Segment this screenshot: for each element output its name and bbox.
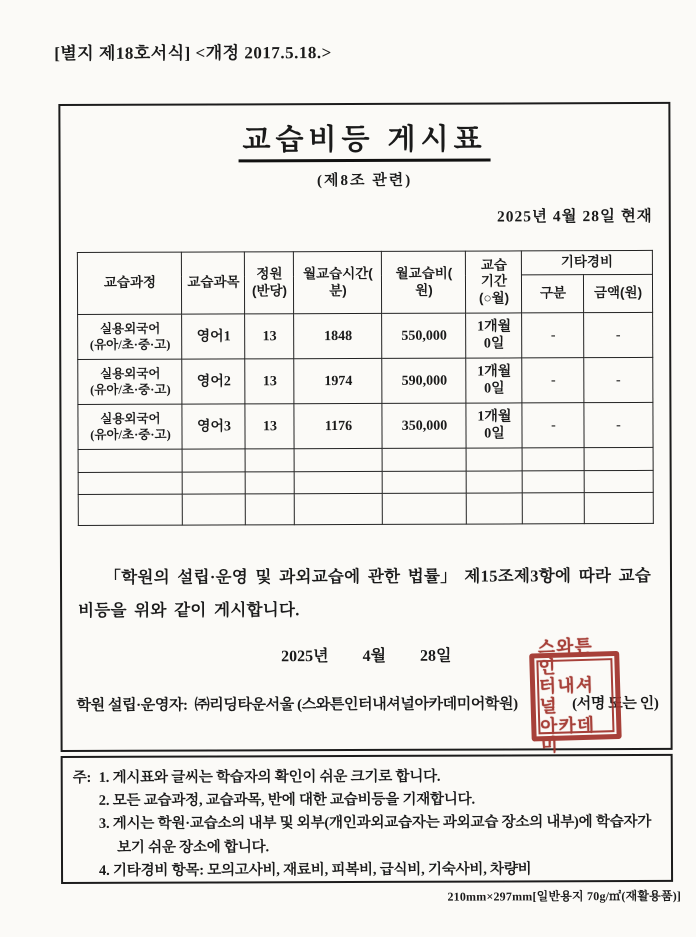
cell-period: 1개월 0일 — [466, 403, 522, 448]
cell-course: 실용외국어 (유아/초·중·고) — [78, 359, 182, 404]
sign-suffix: (서명 또는 인) — [572, 695, 659, 712]
cell-etc-amount: - — [584, 358, 652, 403]
notes-box — [61, 754, 673, 884]
cell-minutes: 1848 — [294, 314, 382, 359]
col-header-course: 교습과정 — [78, 252, 182, 314]
table-row — [78, 403, 652, 450]
col-header-subject: 교습과목 — [182, 252, 245, 314]
col-header-etc-amount: 금액(원) — [584, 275, 652, 313]
cell-period: 1개월 0일 — [466, 313, 522, 358]
empty-table-row — [79, 471, 653, 495]
cell-course: 실용외국어 (유아/초·중·고) — [78, 404, 182, 449]
table-row — [78, 313, 652, 360]
form-reference: [별지 제18호서식] <개정 2017.5.18.> — [54, 43, 332, 64]
col-header-minutes: 월교습시간( 분) — [294, 252, 382, 314]
seal-text-line: 터내셔널 — [538, 675, 595, 717]
legal-statement: 「학원의 설립·운영 및 과외교습에 관한 법률」 제15조제3항에 따라 교습비등을 위와 같이 게시합니다. — [78, 566, 652, 620]
empty-table-row — [79, 493, 653, 526]
paper-size-note: 210mm×297mm[일반용지 70g/㎡(재활용품)] — [447, 888, 682, 904]
official-seal — [529, 635, 622, 756]
table-row — [78, 358, 652, 405]
cell-subject: 영어2 — [182, 359, 245, 404]
cell-etc-type: - — [522, 403, 584, 448]
issue-month: 4월 — [362, 647, 387, 665]
as-of-date: 2025년 4월 28일 현재 — [496, 208, 653, 226]
cell-capacity: 13 — [245, 359, 294, 404]
signer-label: 학원 설립·운영자: — [76, 697, 188, 714]
cell-etc-type: - — [522, 358, 584, 403]
cell-etc-type: - — [522, 313, 584, 358]
cell-capacity: 13 — [245, 404, 294, 449]
notes-prefix: 주: — [72, 769, 92, 786]
note-item: 4. 기타경비 항목: 모의고사비, 재료비, 피복비, 급식비, 기숙사비, 차량비 — [99, 861, 532, 879]
col-header-period: 교습 기간 (○월) — [466, 251, 522, 313]
cell-capacity: 13 — [245, 314, 294, 359]
cell-period: 1개월 0일 — [466, 358, 522, 403]
document-frame — [58, 102, 672, 756]
cell-minutes: 1974 — [294, 359, 382, 404]
fee-table — [77, 250, 653, 526]
col-header-etc: 기타경비 — [522, 251, 652, 275]
cell-etc-amount: - — [584, 403, 652, 448]
cell-subject: 영어1 — [182, 314, 245, 359]
cell-course: 실용외국어 (유아/초·중·고) — [78, 314, 182, 359]
note-item: 1. 게시표와 글씨는 학습자의 확인이 쉬운 크기로 합니다. — [98, 768, 441, 786]
cell-fee: 550,000 — [382, 313, 466, 358]
empty-table-row — [79, 448, 653, 473]
cell-minutes: 1176 — [294, 404, 382, 449]
seal-text-line: 아카데미 — [539, 714, 596, 756]
cell-etc-amount: - — [584, 313, 652, 358]
page-subtitle: (제8조 관련) — [316, 173, 413, 190]
col-header-capacity: 정원 (반당) — [245, 252, 294, 314]
seal-text-line: 스와튼인 — [537, 635, 594, 678]
issue-year: 2025년 — [281, 647, 329, 665]
note-item: 2. 모든 교습과정, 교습과목, 반에 대한 교습비등을 기재합니다. — [98, 791, 475, 810]
seal-text — [536, 635, 614, 756]
cell-subject: 영어3 — [182, 404, 245, 449]
cell-fee: 350,000 — [382, 403, 466, 448]
issue-day: 28일 — [419, 647, 452, 665]
cell-fee: 590,000 — [382, 358, 466, 403]
note-item: 3. 게시는 학원·교습소의 내부 및 외부(개인과외교습자는 과외교습 장소의 내부)에 학습자가 보기 쉬운 장소에 합니다. — [98, 814, 652, 856]
col-header-fee: 월교습비( 원) — [382, 251, 466, 313]
col-header-etc-type: 구분 — [522, 275, 584, 313]
page-title: 교습비등 게시표 — [238, 124, 490, 163]
signer-name: ㈜리딩타운서울 (스와튼인터내셔널아카데미어학원) — [194, 696, 518, 714]
